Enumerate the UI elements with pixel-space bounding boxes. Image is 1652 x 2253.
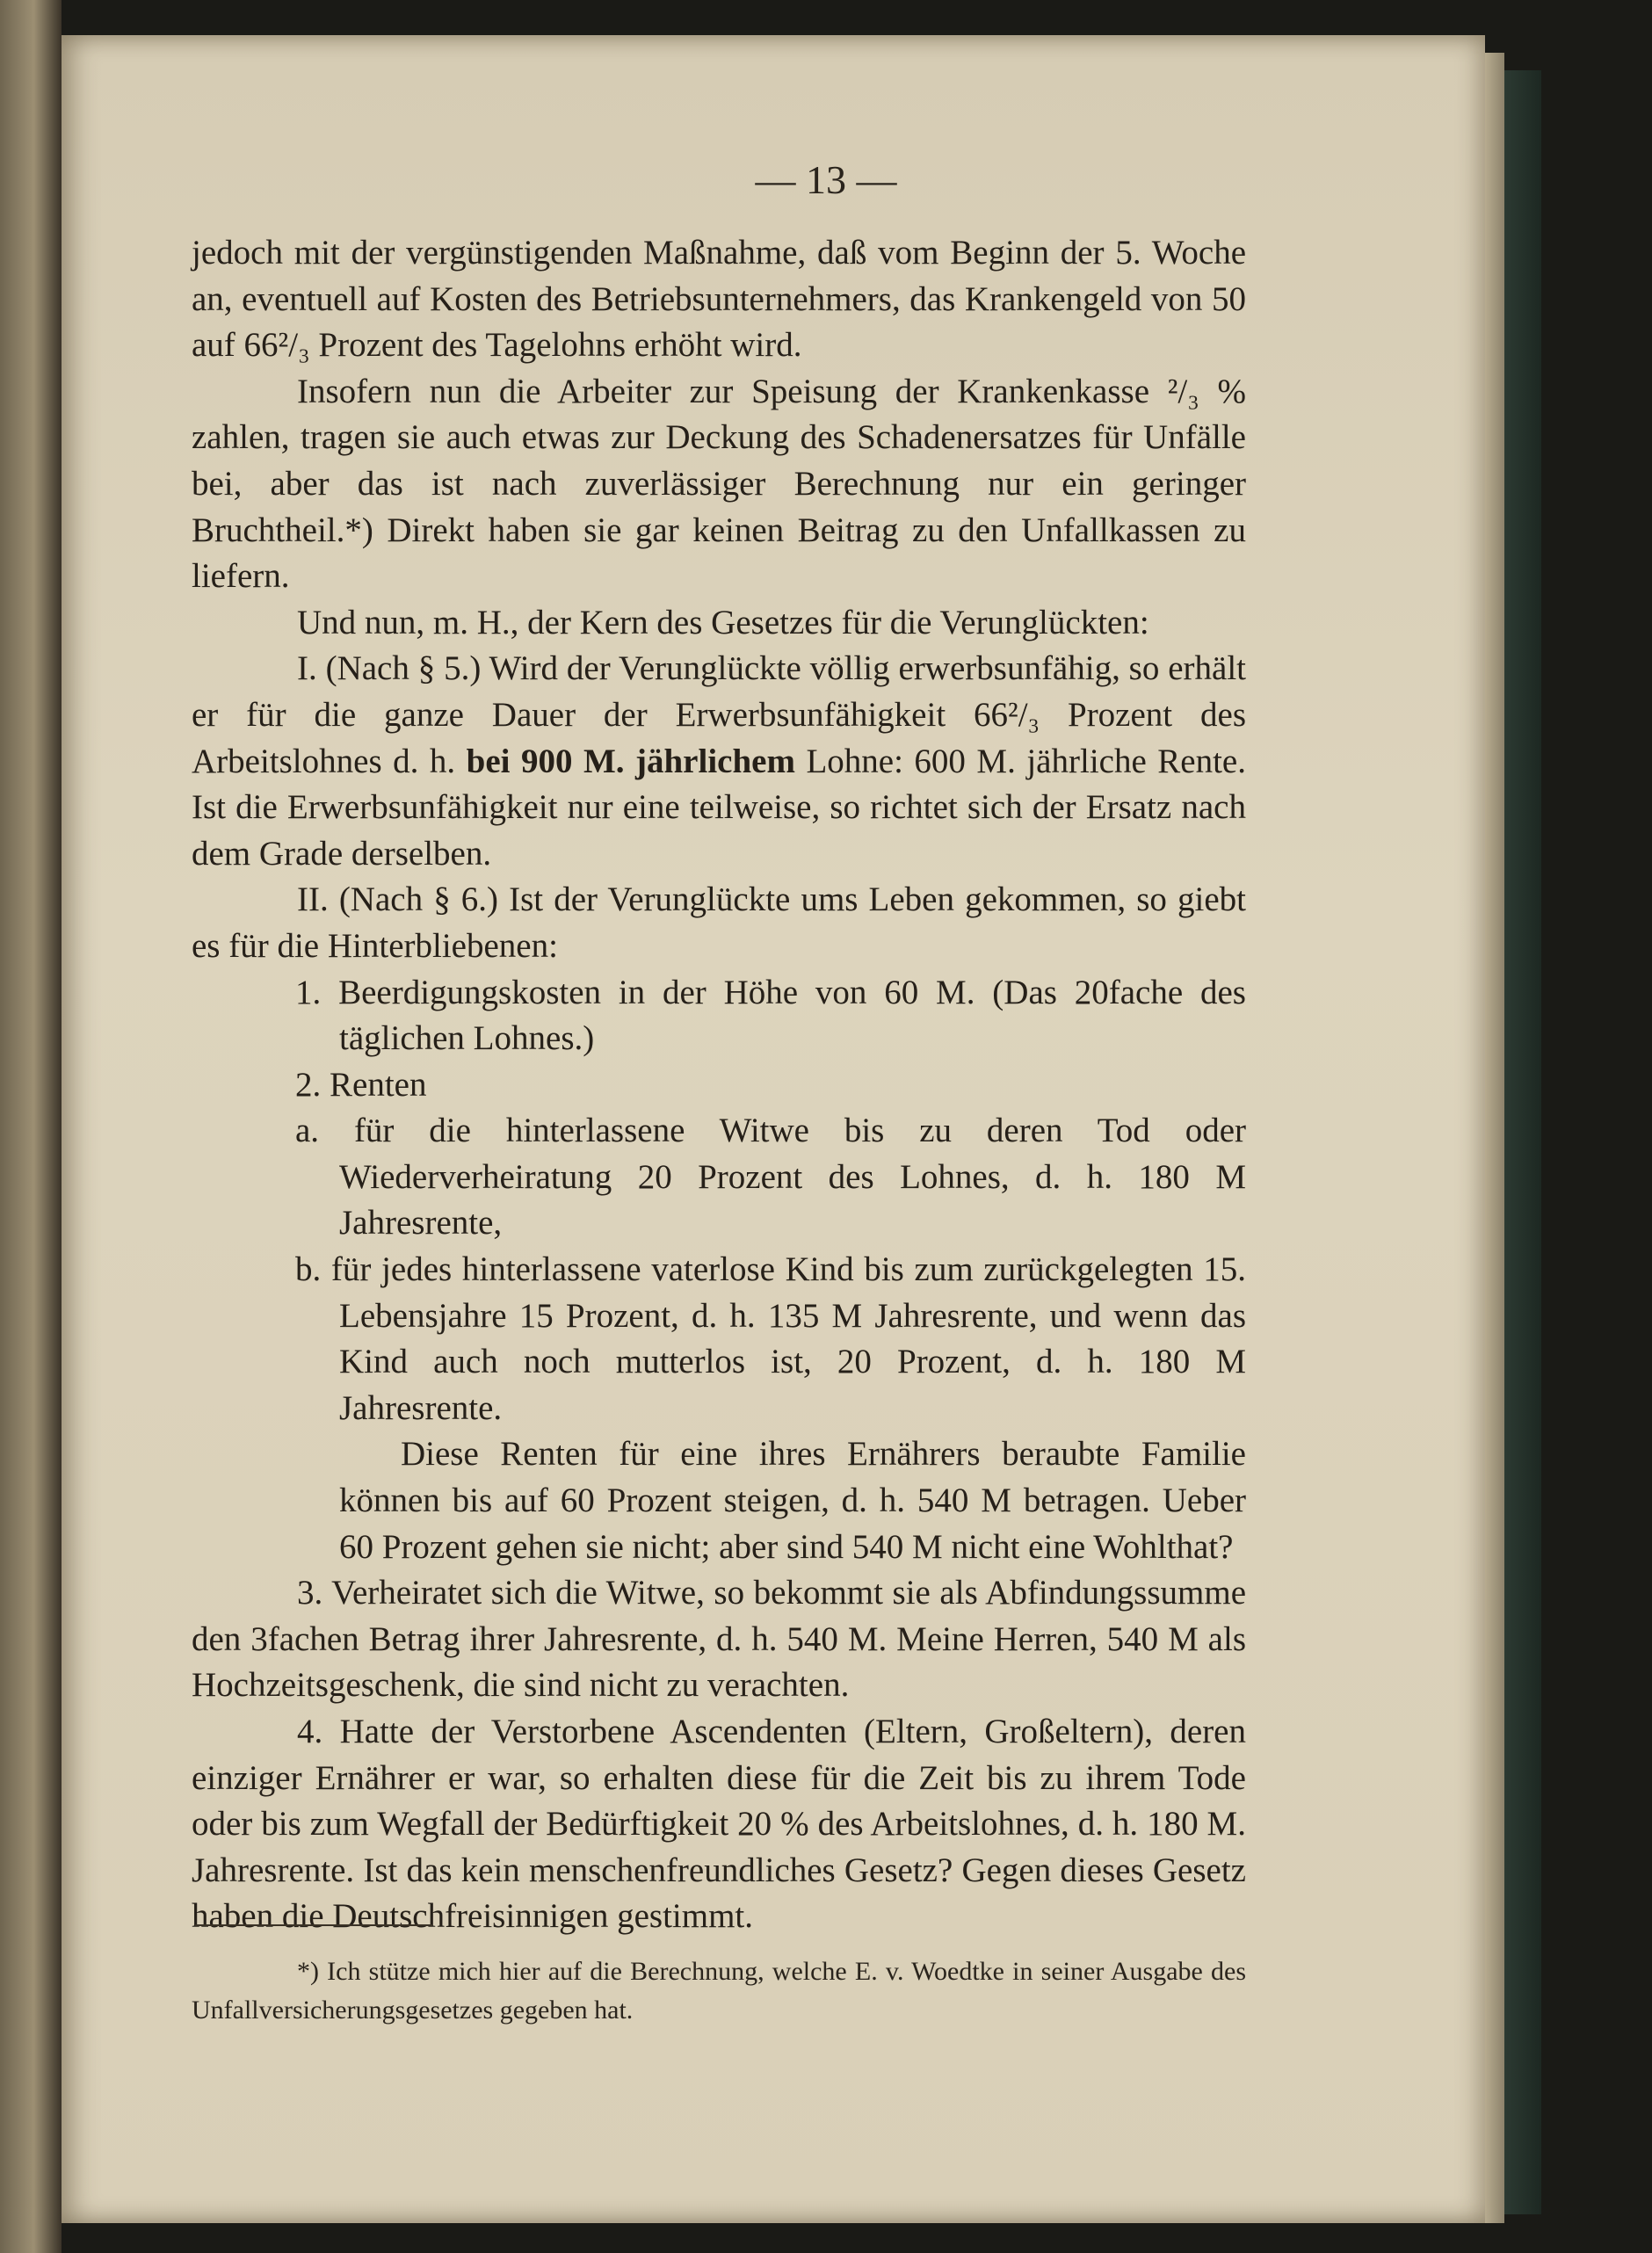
book-cover-edge	[1504, 70, 1541, 2214]
list-item-1: 1. Beerdigungskosten in der Höhe von 60 M. (Das 20fache des täglichen Lohnes.)	[295, 973, 1246, 1058]
renten-paragraph: Diese Renten für eine ihres Ernährers beraubte Familie können bis auf 60 Prozent steigen, d. h. 540 M betragen. Ueber 60 Prozent gehen sie nicht; aber sind 540 M nicht eine Wohlthat?	[339, 1435, 1246, 1566]
footnote: *) Ich stütze mich hier auf die Berechnung, welche E. v. Woedtke in seiner Ausgabe des Unfallversicherungsgesetzes gegeben hat.	[192, 1957, 1246, 2025]
list-item-2: 2. Renten	[295, 1065, 427, 1104]
page-number: — 13 —	[755, 157, 897, 202]
list-item-2b: b. für jedes hinterlassene vaterlose Kind bis zum zurückgelegten 15. Lebensjahre 15 Prozent, d. h. 135 M Jahresrente, und wenn das Kind auch noch mutterlos ist, 20 Prozent, d. h. 180 M Jahresrente.	[295, 1250, 1246, 1427]
list-item-2a: a. für die hinterlassene Witwe bis zu deren Tod oder Wiederverheiratung 20 Prozent des Lohnes, d. h. 180 M Jahresrente,	[295, 1112, 1246, 1242]
page-stack-edge	[1485, 53, 1504, 2223]
paragraph-4-bold: bei 900 M. jährlichem	[466, 742, 795, 780]
paragraph-4	[192, 646, 1246, 877]
list-item-4: 4. Hatte der Verstorbene Ascendenten (Eltern, Großeltern), deren einziger Ernährer er war, so erhalten diese für die Zeit bis zu ihrem Tode oder bis zum Wegfall der Bedürftigkeit 20 % des Arbeitslohnes, d. h. 180 M. Jahresrente. Ist das kein menschenfreundliches Gesetz? Gegen dieses Gesetz haben die Deutschfreisinnigen gestimmt.	[192, 1713, 1246, 1936]
paragraph-1: jedoch mit der vergünstigenden Maßnahme, daß vom Beginn der 5. Woche an, eventuell auf Kosten des Betriebsunternehmers, das Krankengeld von 50 auf 66²/₃ Prozent des Tagelohns erhöht wird.	[192, 234, 1246, 365]
paragraph-5: II. (Nach § 6.) Ist der Verunglückte ums Leben gekommen, so giebt es für die Hinterbliebenen:	[192, 880, 1246, 965]
paragraph-3: Und nun, m. H., der Kern des Gesetzes für die Verunglückten:	[297, 603, 1149, 641]
paragraph-2: Insofern nun die Arbeiter zur Speisung der Krankenkasse ²/₃ % zahlen, tragen sie auch etwas zur Deckung des Schadenersatzes für Unfälle bei, aber das ist nach zuverlässiger Berechnung nur ein geringer Bruchtheil.*) Direkt haben sie gar keinen Beitrag zu den Unfallkassen zu liefern.	[192, 372, 1246, 596]
paragraph-4-cont: Lohne: 600 M. jährliche Rente. Ist die Erwerbsunfähigkeit nur eine teilweise, so richtet sich der Ersatz nach dem Grade derselben.	[192, 742, 1246, 873]
paragraph-4-text: I. (Nach § 5.) Wird der Verunglückte völlig erwerbsunfähig, so erhält er für die ganze Dauer der Erwerbsunfähigkeit 66²/₃ Prozent des Arbeitslohnes d. h.	[192, 649, 1246, 780]
previous-page-edge	[0, 0, 62, 2253]
footnote-rule	[195, 1924, 432, 1926]
list-item-3: 3. Verheiratet sich die Witwe, so bekommt sie als Abfindungssumme den 3fachen Betrag ihrer Jahresrente, d. h. 540 M. Meine Herren, 540 M als Hochzeitsgeschenk, die sind nicht zu verachten.	[192, 1574, 1246, 1705]
body-text	[192, 230, 1246, 1940]
